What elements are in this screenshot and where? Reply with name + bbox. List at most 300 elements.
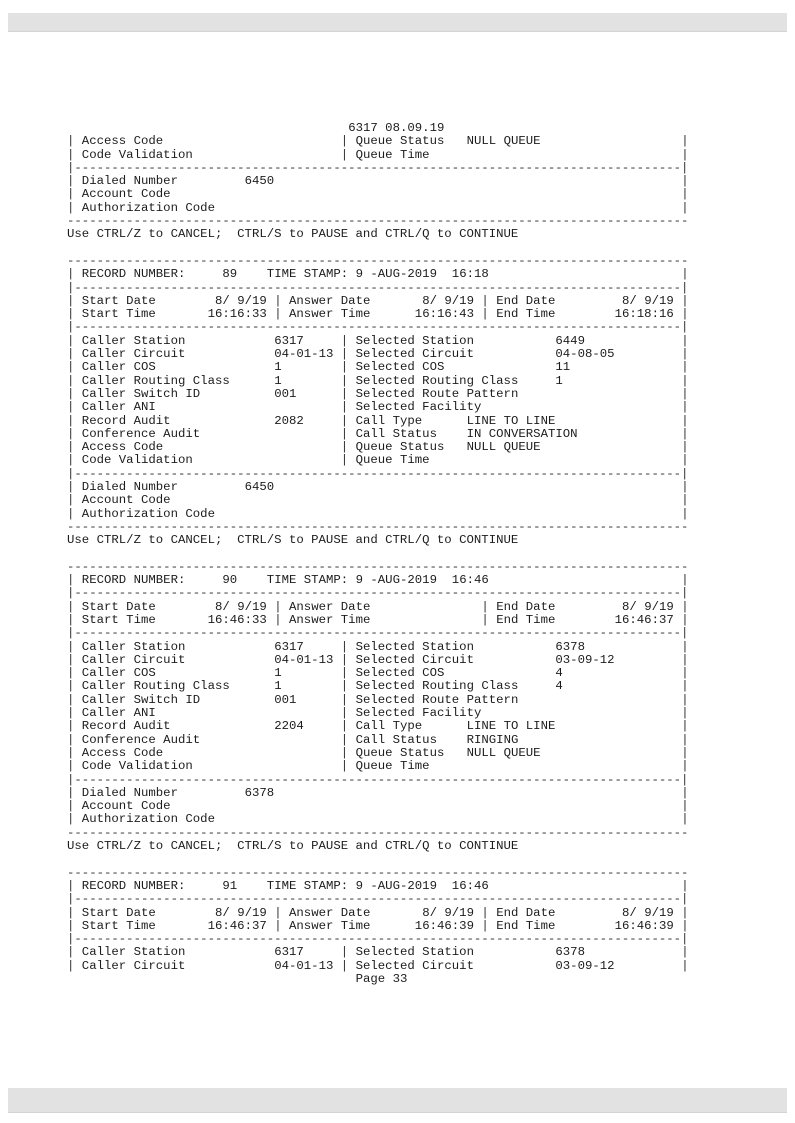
- dashed-rule: |----------------------------------------------------------------------------------|: [67, 320, 689, 335]
- field-row: [67, 348, 707, 361]
- dashed-rule: |----------------------------------------------------------------------------------|: [67, 160, 689, 175]
- field-value: 6450: [244, 480, 275, 495]
- blank-line: [67, 853, 707, 866]
- field-label: End Time: [496, 307, 556, 322]
- column-border: |: [67, 692, 75, 707]
- separator-line: [67, 215, 707, 228]
- column-border: |: [681, 200, 689, 215]
- column-border: |: [681, 440, 689, 455]
- field-label: Caller Switch ID: [81, 386, 201, 401]
- field-value: NULL QUEUE: [466, 134, 541, 149]
- date-row: [67, 907, 707, 920]
- field-label: Authorization Code: [81, 812, 215, 827]
- field-value: 16:46:39: [414, 918, 474, 933]
- date-row: [67, 295, 707, 308]
- field-label: Start Date: [81, 599, 156, 614]
- field-row: [67, 415, 707, 428]
- timestamp-time: 16:46: [451, 878, 489, 893]
- field-label: Caller COS: [81, 360, 156, 375]
- field-row: [67, 361, 707, 374]
- column-border: |: [67, 426, 75, 441]
- column-border: |: [681, 453, 689, 468]
- field-value: 6378: [555, 639, 585, 654]
- separator-line: [67, 255, 707, 268]
- column-border: |: [67, 612, 75, 627]
- field-label: Selected Facility: [355, 706, 482, 721]
- field-label: Selected Circuit: [355, 958, 474, 973]
- field-row: [67, 641, 707, 654]
- column-border: |: [481, 307, 489, 322]
- scan-border-top: [8, 13, 787, 32]
- field-label: End Date: [496, 599, 556, 614]
- column-border: |: [481, 599, 489, 614]
- column-border: |: [681, 745, 689, 760]
- field-value: 04-01-13: [274, 652, 334, 667]
- column-border: |: [67, 293, 75, 308]
- column-border: |: [340, 134, 349, 149]
- field-label: Selected Routing Class: [355, 679, 519, 694]
- field-label: Start Date: [81, 905, 156, 920]
- field-label: Selected Circuit: [355, 347, 474, 362]
- field-value: NULL QUEUE: [466, 440, 541, 455]
- field-label: Start Time: [81, 612, 156, 627]
- field-row: [67, 335, 707, 348]
- field-value: 1: [274, 360, 282, 375]
- column-border: |: [67, 440, 75, 455]
- field-label: Record Audit: [81, 413, 171, 428]
- field-value: 03-09-12: [555, 958, 615, 973]
- column-border: |: [340, 639, 349, 654]
- field-label: Selected Route Pattern: [355, 386, 519, 401]
- column-border: |: [67, 945, 75, 960]
- field-label: Caller Station: [81, 333, 186, 348]
- column-border: |: [681, 307, 689, 322]
- field-label: Caller Routing Class: [81, 679, 230, 694]
- field-row: [67, 667, 707, 680]
- field-value: 8/ 9/19: [215, 599, 267, 614]
- column-border: |: [67, 506, 75, 521]
- prompt-line: [67, 228, 707, 241]
- column-border: |: [67, 706, 75, 721]
- blank-line: [67, 548, 707, 561]
- column-border: |: [340, 945, 349, 960]
- field-value: 8/ 9/19: [422, 293, 474, 308]
- field-row: [67, 388, 707, 401]
- separator-line: [67, 321, 707, 334]
- column-border: |: [681, 573, 689, 588]
- field-label: Account Code: [81, 187, 171, 202]
- field-row: [67, 680, 707, 693]
- field-value: NULL QUEUE: [466, 745, 541, 760]
- dashed-rule: ------------------------------------------------------------------------------------: [67, 559, 689, 574]
- field-label: Caller COS: [81, 666, 156, 681]
- column-border: |: [681, 679, 689, 694]
- field-value: 4: [555, 666, 563, 681]
- column-border: |: [340, 958, 349, 973]
- field-label: Call Type: [355, 719, 423, 734]
- dashed-rule: |----------------------------------------------------------------------------------|: [67, 586, 689, 601]
- field-label: End Time: [496, 612, 556, 627]
- column-border: |: [681, 134, 689, 149]
- column-border: |: [274, 905, 282, 920]
- separator-line: [67, 521, 707, 534]
- field-label: Call Status: [355, 732, 437, 747]
- field-label: Queue Status: [355, 745, 445, 760]
- field-label: Selected COS: [355, 360, 445, 375]
- column-border: |: [681, 706, 689, 721]
- field-label: Selected Station: [355, 639, 474, 654]
- field-value: 11: [555, 360, 571, 375]
- field-label: Caller Station: [81, 945, 186, 960]
- column-border: |: [67, 373, 75, 388]
- timestamp-label: TIME STAMP:: [266, 573, 349, 588]
- field-value: 001: [274, 386, 297, 401]
- date-row: [67, 920, 707, 933]
- column-border: |: [67, 599, 75, 614]
- date-row: [67, 308, 707, 321]
- field-value: 1: [274, 666, 282, 681]
- dialed-row: [67, 494, 707, 507]
- column-border: |: [67, 639, 75, 654]
- record-header: [67, 574, 707, 587]
- column-border: |: [481, 918, 489, 933]
- field-label: Answer Date: [289, 293, 371, 308]
- dashed-rule: ------------------------------------------------------------------------------------: [67, 253, 689, 268]
- column-border: |: [681, 945, 689, 960]
- column-border: |: [67, 745, 75, 760]
- field-label: Record Audit: [81, 719, 171, 734]
- field-value: 16:46:39: [614, 918, 674, 933]
- field-value: 16:46:33: [207, 612, 267, 627]
- column-border: |: [67, 958, 75, 973]
- column-border: |: [681, 599, 689, 614]
- column-border: |: [681, 400, 689, 415]
- field-label: Dialed Number: [81, 785, 178, 800]
- column-border: |: [340, 745, 349, 760]
- column-border: |: [681, 799, 689, 814]
- timestamp-label: TIME STAMP:: [266, 878, 349, 893]
- field-label: Queue Status: [355, 134, 445, 149]
- scan-border-bottom: [8, 1088, 787, 1113]
- field-row: [67, 428, 707, 441]
- column-border: |: [681, 719, 689, 734]
- control-prompt: Use CTRL/Z to CANCEL; CTRL/S to PAUSE and CTRL/Q to CONTINUE: [67, 839, 519, 854]
- field-label: Caller Routing Class: [81, 373, 230, 388]
- dashed-rule: ------------------------------------------------------------------------------------: [67, 519, 689, 534]
- column-border: |: [340, 440, 349, 455]
- field-label: Start Time: [81, 918, 156, 933]
- field-label: End Time: [496, 918, 556, 933]
- column-border: |: [681, 187, 689, 202]
- prompt-line: [67, 534, 707, 547]
- field-row: [67, 454, 707, 467]
- column-border: |: [67, 785, 75, 800]
- field-value: 03-09-12: [555, 652, 615, 667]
- field-value: RINGING: [466, 732, 519, 747]
- dialed-row: [67, 813, 707, 826]
- column-border: |: [681, 413, 689, 428]
- field-row: [67, 149, 707, 162]
- field-label: Answer Time: [289, 918, 371, 933]
- column-border: |: [340, 147, 349, 162]
- dialed-row: [67, 175, 707, 188]
- field-label: Queue Time: [355, 453, 430, 468]
- column-border: |: [681, 147, 689, 162]
- column-border: |: [681, 759, 689, 774]
- column-border: |: [274, 612, 282, 627]
- separator-line: [67, 282, 707, 295]
- timestamp-label: TIME STAMP:: [266, 267, 349, 282]
- column-border: |: [67, 453, 75, 468]
- column-border: |: [681, 426, 689, 441]
- dashed-rule: |----------------------------------------------------------------------------------|: [67, 892, 689, 907]
- column-border: |: [681, 373, 689, 388]
- column-border: |: [67, 812, 75, 827]
- field-value: 16:16:33: [207, 307, 267, 322]
- field-label: Authorization Code: [81, 506, 215, 521]
- field-label: Caller ANI: [81, 706, 156, 721]
- field-label: Code Validation: [81, 453, 193, 468]
- field-row: [67, 441, 707, 454]
- field-label: Code Validation: [81, 147, 193, 162]
- field-value: 8/ 9/19: [622, 293, 674, 308]
- column-border: |: [681, 878, 689, 893]
- field-value: 6378: [555, 945, 585, 960]
- column-border: |: [67, 187, 75, 202]
- annotation-line: [67, 122, 707, 135]
- field-label: Answer Time: [289, 612, 371, 627]
- column-border: |: [340, 413, 349, 428]
- separator-line: [67, 561, 707, 574]
- field-value: 04-01-13: [274, 347, 334, 362]
- field-label: Selected Facility: [355, 400, 482, 415]
- field-row: [67, 375, 707, 388]
- field-row: [67, 946, 707, 959]
- field-value: 6317: [274, 945, 304, 960]
- column-border: |: [340, 719, 349, 734]
- column-border: |: [67, 267, 75, 282]
- field-value: 2204: [274, 719, 304, 734]
- field-label: Access Code: [81, 440, 164, 455]
- field-label: Caller ANI: [81, 400, 156, 415]
- column-border: |: [67, 918, 75, 933]
- dialed-row: [67, 188, 707, 201]
- field-label: Access Code: [81, 134, 164, 149]
- column-border: |: [681, 333, 689, 348]
- column-border: |: [340, 333, 349, 348]
- dashed-rule: |----------------------------------------------------------------------------------|: [67, 932, 689, 947]
- control-prompt: Use CTRL/Z to CANCEL; CTRL/S to PAUSE and CTRL/Q to CONTINUE: [67, 227, 519, 242]
- field-label: Queue Time: [355, 759, 430, 774]
- field-label: Authorization Code: [81, 200, 215, 215]
- column-border: |: [340, 679, 349, 694]
- column-border: |: [681, 652, 689, 667]
- field-row: [67, 734, 707, 747]
- separator-line: [67, 933, 707, 946]
- column-border: |: [67, 174, 75, 189]
- column-border: |: [681, 267, 689, 282]
- column-border: |: [67, 200, 75, 215]
- field-value: 8/ 9/19: [215, 293, 267, 308]
- dialed-row: [67, 508, 707, 521]
- column-border: |: [681, 666, 689, 681]
- column-border: |: [681, 732, 689, 747]
- field-label: Account Code: [81, 493, 171, 508]
- field-label: Code Validation: [81, 759, 193, 774]
- field-label: End Date: [496, 293, 556, 308]
- date-row: [67, 601, 707, 614]
- field-value: 04-08-05: [555, 347, 615, 362]
- field-label: Queue Status: [355, 440, 445, 455]
- record-number-label: RECORD NUMBER:: [81, 878, 186, 893]
- column-border: |: [67, 400, 75, 415]
- column-border: |: [681, 905, 689, 920]
- dashed-rule: |----------------------------------------------------------------------------------|: [67, 280, 689, 295]
- footer-line: [67, 973, 707, 986]
- field-value: 16:16:43: [414, 307, 474, 322]
- column-border: |: [681, 174, 689, 189]
- field-row: [67, 707, 707, 720]
- field-label: Selected Station: [355, 333, 474, 348]
- dashed-rule: ------------------------------------------------------------------------------------: [67, 865, 689, 880]
- column-border: |: [67, 307, 75, 322]
- field-value: 1: [555, 373, 563, 388]
- field-label: Start Time: [81, 307, 156, 322]
- field-label: Conference Audit: [81, 732, 201, 747]
- field-value: 16:18:16: [614, 307, 674, 322]
- column-border: |: [681, 493, 689, 508]
- column-border: |: [681, 639, 689, 654]
- field-label: Selected Circuit: [355, 652, 474, 667]
- column-border: |: [681, 692, 689, 707]
- field-label: Call Status: [355, 426, 437, 441]
- column-border: |: [481, 905, 489, 920]
- column-border: |: [481, 612, 489, 627]
- column-border: |: [274, 293, 282, 308]
- column-border: |: [67, 480, 75, 495]
- field-value: LINE TO LINE: [466, 719, 556, 734]
- dialed-row: [67, 202, 707, 215]
- column-border: |: [340, 652, 349, 667]
- field-row: [67, 760, 707, 773]
- field-value: 16:46:37: [614, 612, 674, 627]
- separator-line: [67, 774, 707, 787]
- record-header: [67, 268, 707, 281]
- field-value: LINE TO LINE: [466, 413, 556, 428]
- field-value: 8/ 9/19: [422, 905, 474, 920]
- field-label: Selected Routing Class: [355, 373, 519, 388]
- field-label: Answer Time: [289, 307, 371, 322]
- column-border: |: [67, 413, 75, 428]
- column-border: |: [67, 493, 75, 508]
- column-border: |: [67, 799, 75, 814]
- timestamp-date: 9 -AUG-2019: [355, 878, 437, 893]
- dashed-rule: |----------------------------------------------------------------------------------|: [67, 466, 689, 481]
- field-row: [67, 654, 707, 667]
- separator-line: [67, 867, 707, 880]
- record-number: 91: [222, 878, 238, 893]
- column-border: |: [340, 732, 349, 747]
- column-border: |: [67, 360, 75, 375]
- column-border: |: [67, 679, 75, 694]
- field-label: Account Code: [81, 799, 171, 814]
- column-border: |: [681, 360, 689, 375]
- page-annotation: 6317 08.09.19: [348, 121, 445, 135]
- dialed-row: [67, 800, 707, 813]
- field-label: Selected COS: [355, 666, 445, 681]
- column-border: |: [681, 386, 689, 401]
- column-border: |: [681, 612, 689, 627]
- control-prompt: Use CTRL/Z to CANCEL; CTRL/S to PAUSE and CTRL/Q to CONTINUE: [67, 533, 519, 548]
- dialed-row: [67, 481, 707, 494]
- column-border: |: [67, 905, 75, 920]
- column-border: |: [67, 347, 75, 362]
- blank-line: [67, 242, 707, 255]
- column-border: |: [340, 453, 349, 468]
- column-border: |: [340, 386, 349, 401]
- column-border: |: [681, 958, 689, 973]
- field-value: 16:46:37: [207, 918, 267, 933]
- separator-line: [67, 627, 707, 640]
- field-value: 8/ 9/19: [622, 599, 674, 614]
- field-label: Call Type: [355, 413, 423, 428]
- field-value: 6317: [274, 333, 304, 348]
- column-border: |: [274, 307, 282, 322]
- record-number: 89: [222, 267, 238, 282]
- field-value: 6450: [244, 174, 275, 189]
- field-label: Answer Date: [289, 905, 371, 920]
- column-border: |: [340, 426, 349, 441]
- dialed-row: [67, 787, 707, 800]
- column-border: |: [681, 480, 689, 495]
- field-value: 4: [555, 679, 563, 694]
- call-record-printout: [67, 122, 707, 986]
- separator-line: [67, 893, 707, 906]
- field-label: Access Code: [81, 745, 164, 760]
- field-row: [67, 720, 707, 733]
- field-row: [67, 401, 707, 414]
- field-value: 1: [274, 373, 282, 388]
- field-label: Caller Station: [81, 639, 186, 654]
- dashed-rule: ------------------------------------------------------------------------------------: [67, 214, 689, 229]
- record-header: [67, 880, 707, 893]
- dashed-rule: |----------------------------------------------------------------------------------|: [67, 626, 689, 641]
- column-border: |: [67, 147, 75, 162]
- column-border: |: [681, 347, 689, 362]
- field-label: Dialed Number: [81, 174, 178, 189]
- page-number: Page 33: [355, 972, 408, 986]
- column-border: |: [67, 333, 75, 348]
- column-border: |: [67, 719, 75, 734]
- field-row: [67, 694, 707, 707]
- column-border: |: [340, 400, 349, 415]
- record-number: 90: [222, 573, 238, 588]
- record-number-label: RECORD NUMBER:: [81, 573, 186, 588]
- field-row: [67, 135, 707, 148]
- column-border: |: [67, 652, 75, 667]
- field-row: [67, 960, 707, 973]
- field-value: 6449: [555, 333, 585, 348]
- field-value: 8/ 9/19: [215, 905, 267, 920]
- field-label: Selected Route Pattern: [355, 692, 519, 707]
- column-border: |: [681, 785, 689, 800]
- separator-line: [67, 827, 707, 840]
- column-border: |: [340, 759, 349, 774]
- field-value: 1: [274, 679, 282, 694]
- column-border: |: [340, 706, 349, 721]
- field-label: Caller Circuit: [81, 958, 186, 973]
- column-border: |: [67, 732, 75, 747]
